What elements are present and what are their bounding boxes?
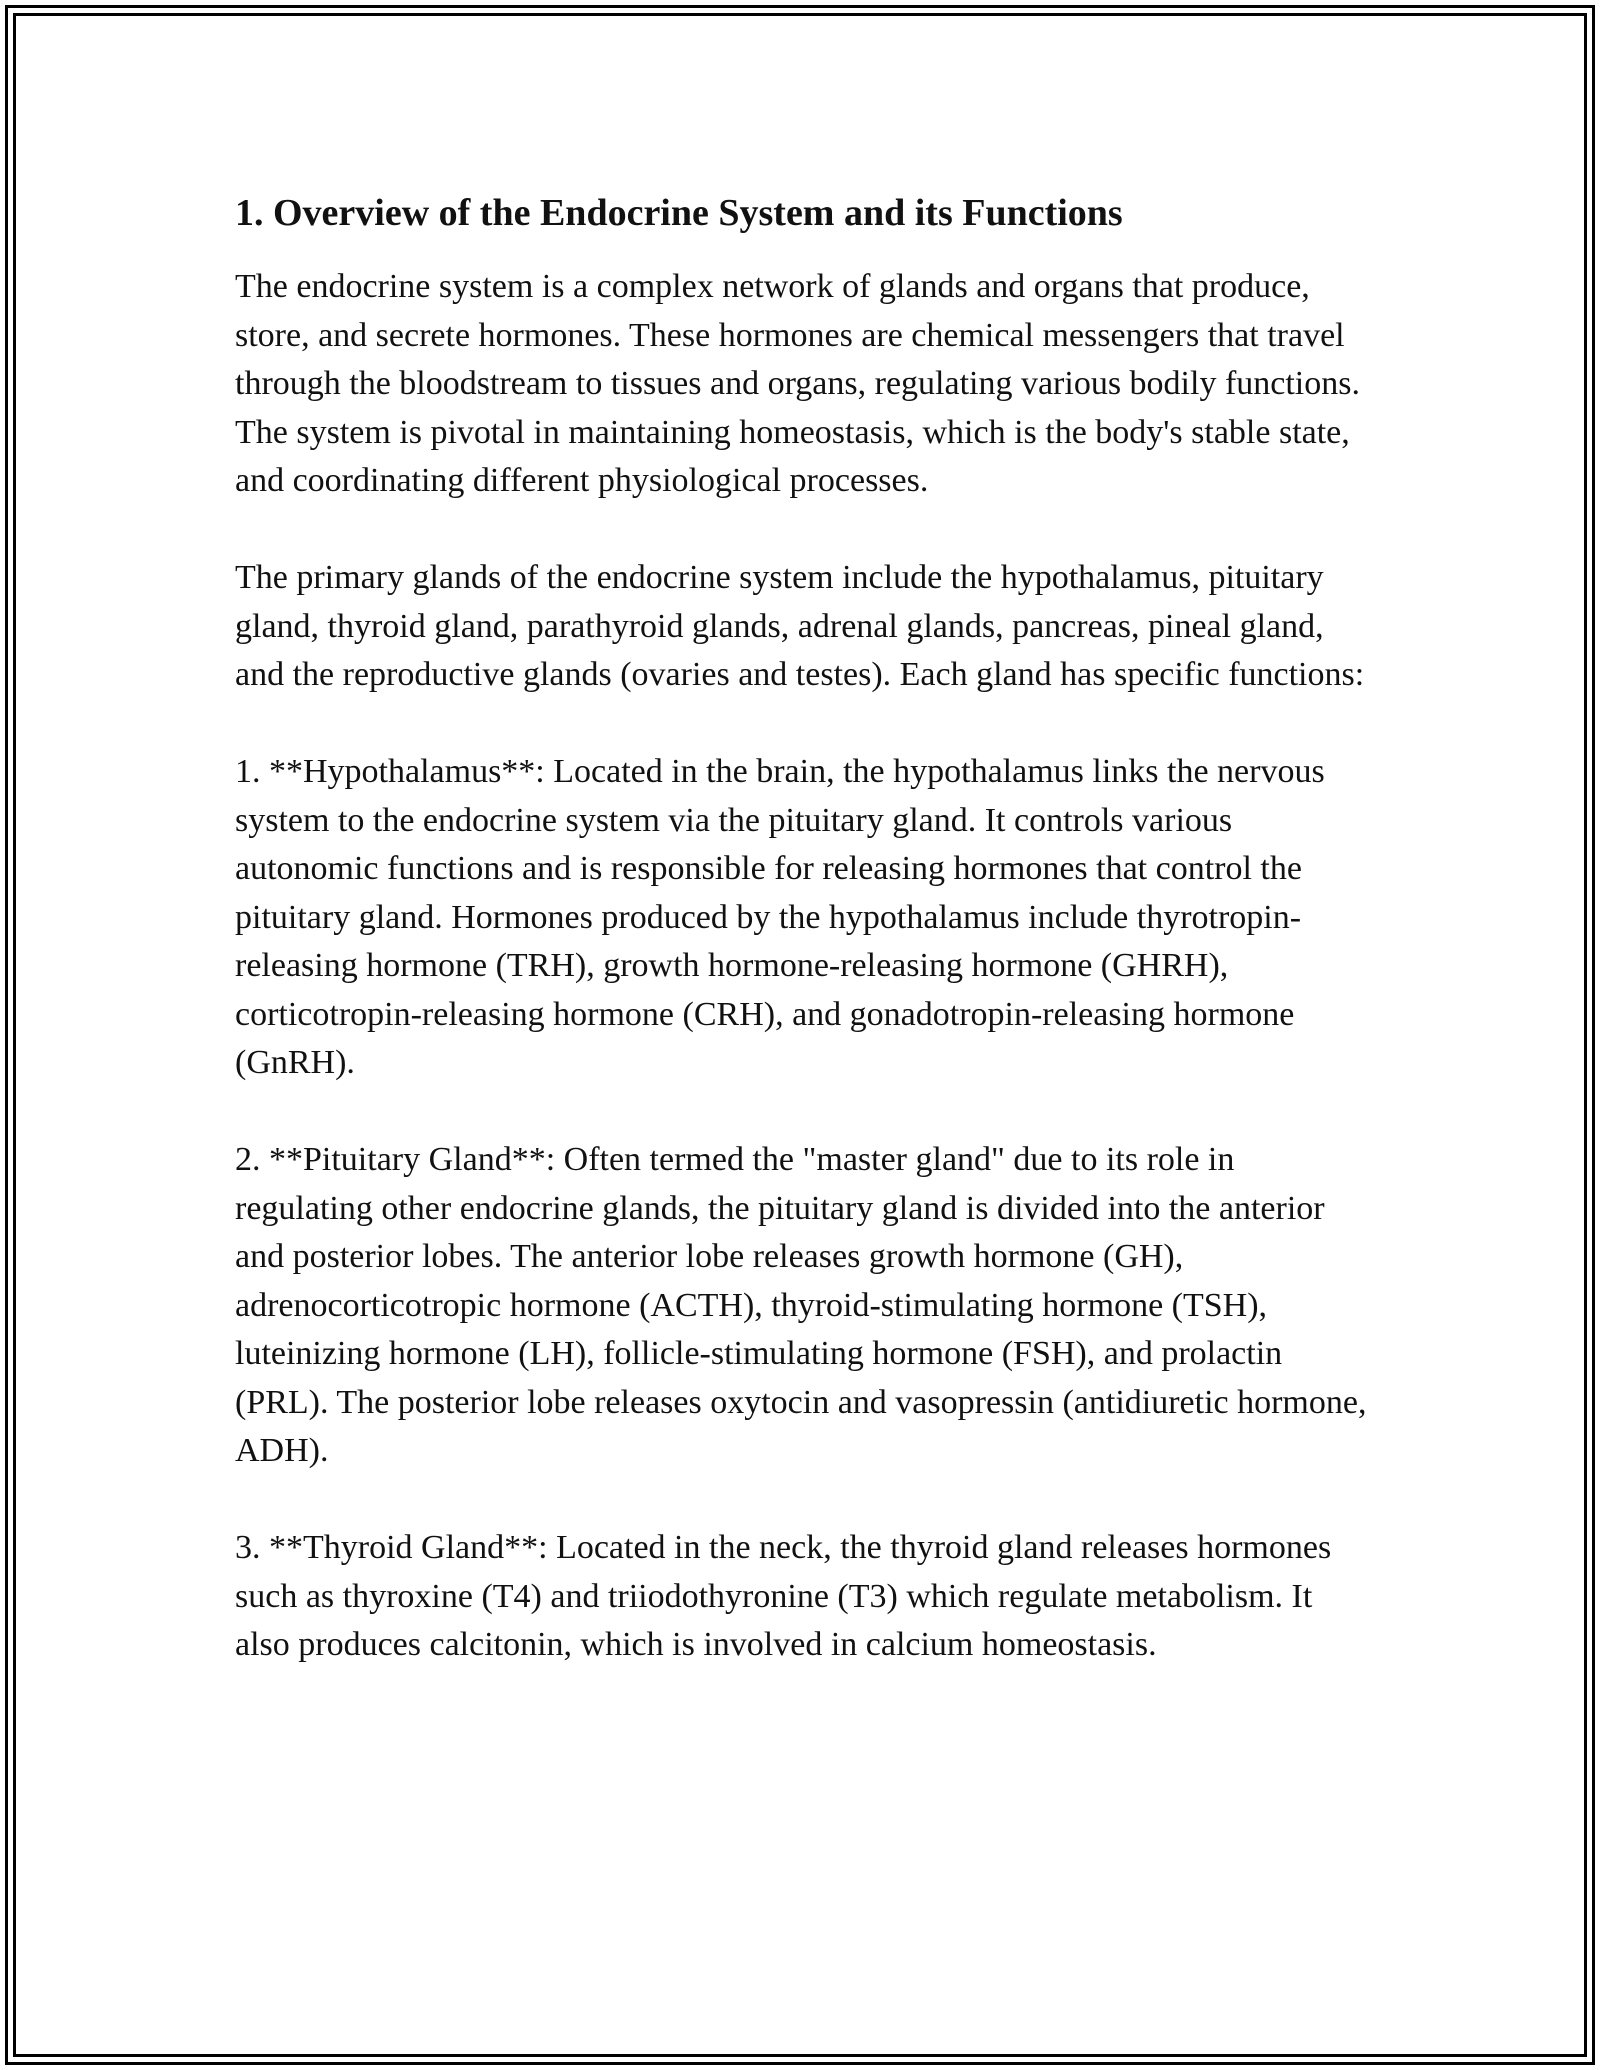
paragraph-hypothalamus: 1. **Hypothalamus**: Located in the brain, the hypothalamus links the nervous system to the endocrine system via the pituitary gland. It controls various autonomic functions and is responsible for releasing hormones that control the pituitary gland. Hormones produced by the hypothalamus include thyrotropin-releasing hormone (TRH), growth hormone-releasing hormone (GHRH), corticotropin-releasing hormone (CRH), and gonadotropin-releasing hormone (GnRH).	[235, 753, 1325, 1081]
paragraph-thyroid-gland: 3. **Thyroid Gland**: Located in the neck, the thyroid gland releases hormones such as thyroxine (T4) and triiodothyronine (T3) which regulate metabolism. It also produces calcitonin, which is involved in calcium homeostasis.	[235, 1529, 1332, 1663]
paragraph-primary-glands: The primary glands of the endocrine system include the hypothalamus, pituitary gland, thyroid gland, parathyroid glands, adrenal glands, pancreas, pineal gland, and the reproductive glands (ovaries and testes). Each gland has specific functions:	[235, 559, 1365, 693]
paragraph-intro: The endocrine system is a complex network of glands and organs that produce, store, and secrete hormones. These hormones are chemical messengers that travel through the bloodstream to tissues and organs, regulating various bodily functions. The system is pivotal in maintaining homeostasis, which is the body's stable state, and coordinating different physiological processes.	[235, 268, 1360, 499]
paragraph-pituitary-gland: 2. **Pituitary Gland**: Often termed the "master gland" due to its role in regulating other endocrine glands, the pituitary gland is divided into the anterior and posterior lobes. The anterior lobe releases growth hormone (GH), adrenocorticotropic hormone (ACTH), thyroid-stimulating hormone (TSH), luteinizing hormone (LH), follicle-stimulating hormone (FSH), and prolactin (PRL). The posterior lobe releases oxytocin and vasopressin (antidiuretic hormone, ADH).	[235, 1141, 1367, 1469]
section-heading: 1. Overview of the Endocrine System and its Functions	[235, 192, 1123, 234]
document-body	[235, 185, 1375, 1718]
